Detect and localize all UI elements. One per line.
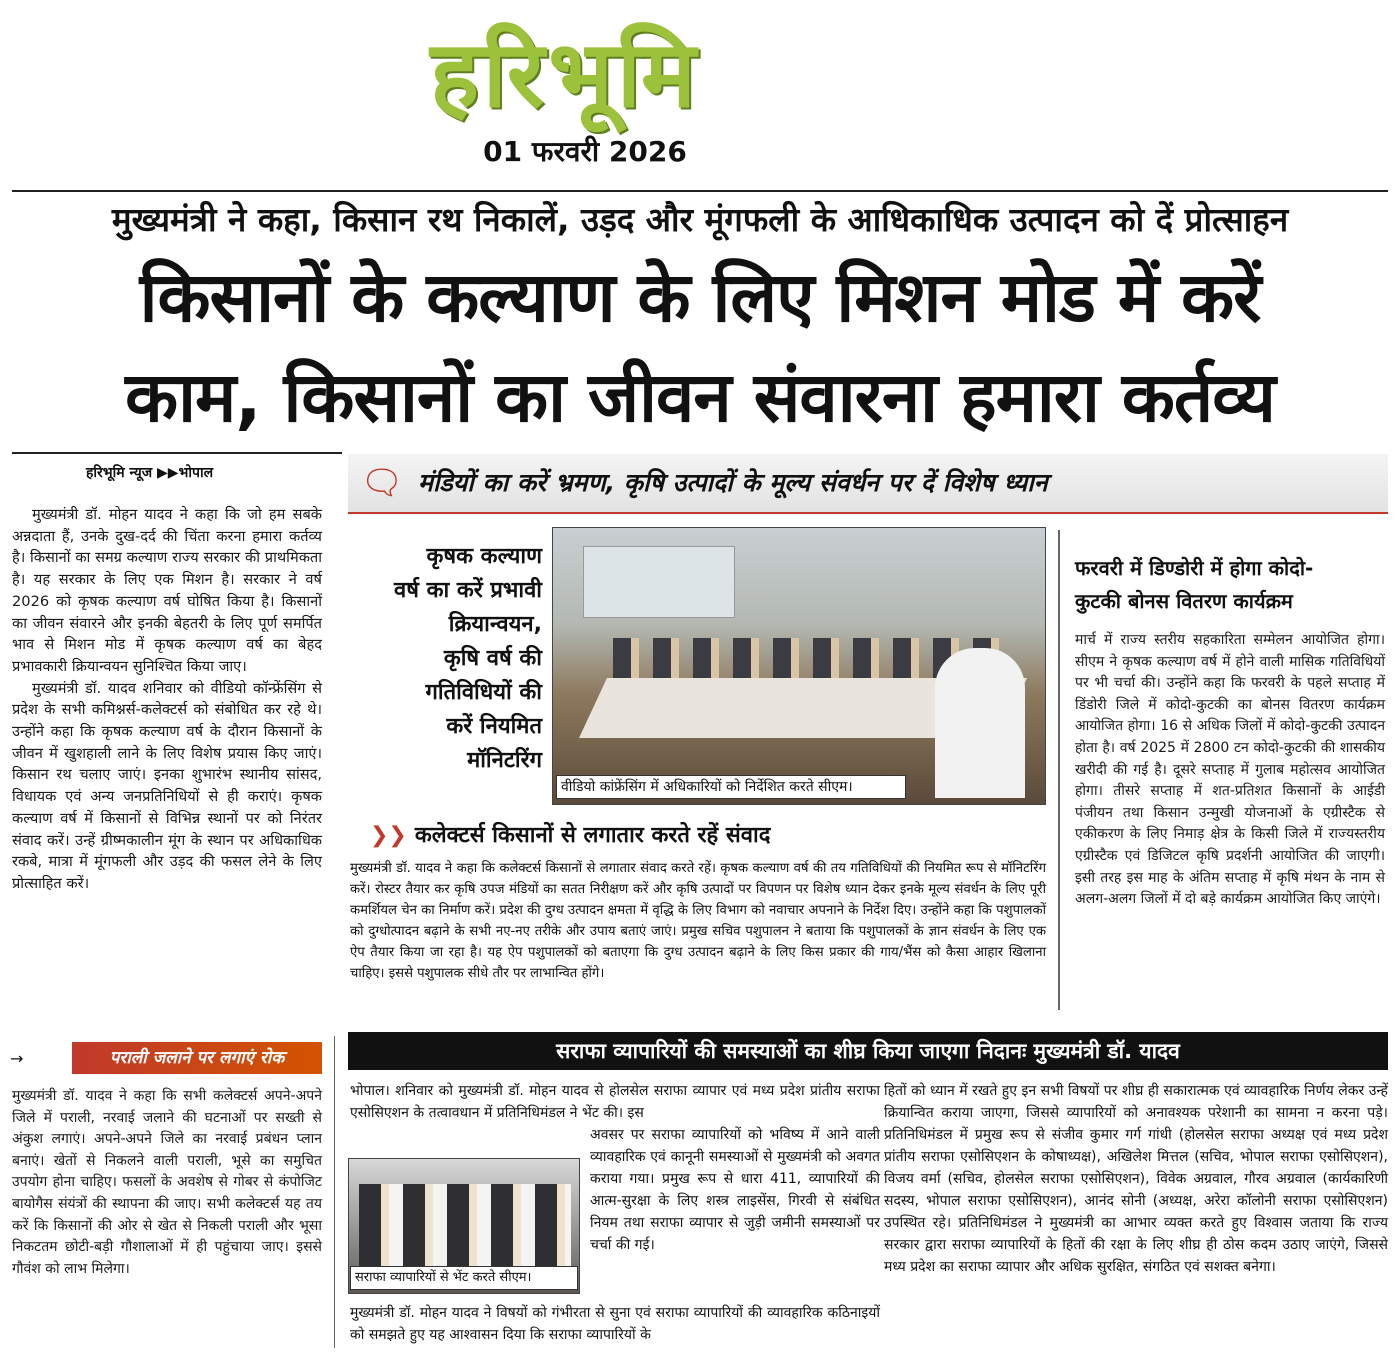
collectors-body: मुख्यमंत्री डॉ. यादव ने कहा कि कलेक्टर्स किसानों से लगातार संवाद करते रहें। कृषक कल्याण वर्ष की तय गतिविधियों की नियमित रूप से मॉनिटरिंग करें। रोस्टर तैयार कर कृषि उपज मंडियों का सतत निरीक्षण करें और कृषि उत्पादों पर विपणन पर विशेष ध्यान देकर इनके मूल्य संवर्धन के लिए पूरी कमर्शियल चेन का निर्माण करें। प्रदेश की दुग्ध उत्पादन क्षमता में वृद्धि के लिए विभाग को नवाचार अपनाने के निर्देश दिए। उन्होंने कहा कि पशुपालकों को दुग्धोत्पादन बढ़ाने के सभी नए-नए तरीके और उपाय बताएं जाएं। प्रमुख सचिव पशुपालन ने बताया कि पशुपालकों के ज्ञान संवर्धन के लिए एक ऐप तैयार किया जा रहा है। यह ऐप पशुपालकों को बताएगा कि दुग्ध उत्पादन बढ़ाने के लिए किस प्रकार की गाय/भैंस को कैसा आहार खिलाना चाहिए। इससे पशुपालक सीधे तौर पर लाभान्वित होंगे। (350, 861, 1046, 981)
right-heading-line: कुटकी बोनस वितरण कार्यक्रम (1075, 589, 1293, 613)
left-paragraph-1: मुख्यमंत्री डॉ. मोहन यादव ने कहा कि जो हम सबके अन्नदाता हैं, उनके दुख-दर्द की चिंता करना हमारा कर्तव्य है। किसानों का समग्र कल्याण राज्य सरकार की प्राथमिकता है। यह सरकार के लिए एक मिशन है। सरकार ने वर्ष 2026 को कृषक कल्याण वर्ष घोषित किया है। किसानों का जीवन संवारने और इनकी बेहतरी के लिए पूर्ण समर्पित भाव से मिशन मोड में कृषक कल्याण वर्ष का बेहद प्रभावकारी क्रियान्वयन सुनिश्चित किया जाए। (12, 506, 322, 675)
main-headline (12, 248, 1388, 448)
headline-line-1: किसानों के कल्याण के लिए मिशन मोड में करें (139, 258, 1261, 338)
arrow-icon: → (10, 1049, 24, 1068)
right-column-body: मार्च में राज्य स्तरीय सहकारिता सम्मेलन आयोजित होगा। सीएम ने कृषक कल्याण वर्ष में होने वाली मासिक गतिविधियों पर भी चर्चा की। उन्होंने कहा कि फरवरी के पहले सप्ताह में डिंडोरी जिले में कोदो-कुटकी का बोनस वितरण कार्यक्रम आयोजित होगा। 16 से अधिक जिलों में कोदो-कुटकी उत्पादन होता है। वर्ष 2025 में 2800 टन कोदो-कुटकी की शासकीय खरीदी की गई है। दूसरे सप्ताह में गुलाब महोत्सव आयोजित होगा। तीसरे सप्ताह में शत-प्रतिशत किसानों के आईडी पंजीयन तथा किसान उन्मुखी योजनाओं के एग्रीस्टैक से एकीकरण के लिए निमाड़ क्षेत्र के किसी जिले में राज्यस्तरीय एग्रीस्टैक एवं डिजिटल कृषि प्रदर्शनी आयोजित की जाएगी। इसी तरह इस माह के अंतिम सप्ताह में कृषि मंथन के नाम से अलग-अलग जिलों में दो बड़े कार्यक्रम आयोजित किए जाएंगे। (1075, 632, 1385, 908)
sarafa-outro: मुख्यमंत्री डॉ. मोहन यादव ने विषयों को गंभीरता से सुना एवं सराफा व्यापारियों की व्यावहारिक कठिनाइयों को समझते हुए यह आश्वासन दिया कि सराफा व्यापारियों के (350, 1305, 880, 1343)
pull-line: करें नियमित (446, 714, 542, 739)
photo-cm (935, 648, 1025, 798)
meeting-photo (552, 527, 1046, 805)
sarafa-photo-caption: सराफा व्यापारियों से भेंट करते सीएम। (350, 1266, 578, 1290)
masthead-logo: हरिभूमि (430, 21, 700, 128)
section-divider (334, 1036, 335, 1348)
speech-bubble-icon: 🗨 (360, 463, 404, 503)
left-paragraph-2: मुख्यमंत्री डॉ. यादव शनिवार को वीडियो कॉन्फ्रेंसिंग से प्रदेश के सभी कमिश्नर्स-कलेक्टर्स को संबोधित कर रहे थे। उन्होंने कहा कि कृषक कल्याण वर्ष के दौरान किसानों के जीवन में खुशहाली लाने के लिए विशेष प्रयास किए जाएं। किसान रथ चलाए जाएं। इनका शुभारंभ स्थानीय सांसद, विधायक एवं अन्य जनप्रतिनिधियों से ही कराएं। कृषक कल्याण वर्ष में किसानों से विभिन्न स्थानों पर को निरंतर संवाद करें। उन्हें ग्रीष्मकालीन मूंग के स्थान पर अधिकाधिक रकबे, मात्रा में मूंगफली और उड़द की फसल लेने के लिए प्रोत्साहित करें। (12, 679, 322, 892)
right-heading-line: फरवरी में डिण्डोरी में होगा कोदो- (1075, 556, 1314, 580)
photo-delegation (359, 1184, 571, 1274)
top-rule (12, 190, 1388, 192)
photo-screen (583, 546, 735, 618)
right-column-heading (1075, 552, 1375, 622)
sarafa-right: हितों को ध्यान में रखते हुए इन सभी विषयों पर शीघ्र ही सकारात्मक एवं व्यावहारिक निर्णय लेकर उन्हें क्रियान्वित कराया जाएगा, जिससे व्यापारियों को अनावश्यक परेशानी का सामना न करना पड़े। प्रतिनिधिमंडल में प्रमुख रूप से संजीव कुमार गर्ग गांधी (होलसेल सराफा अध्यक्ष एवं मध्य प्रदेश प्रांतीय सराफा एसोसिएशन के कोषाध्यक्ष), अखिलेश मित्तल (सचिव, भोपाल सराफा एसोसिएशन), विजय वर्मा (सचिव, होलसेल सराफा एसोसिएशन), विवेक अग्रवाल, गौरव अग्रवाल (कार्यकारिणी सदस्य, भोपाल सराफा एसोसिएशन), आनंद सोनी (अध्यक्ष, अरेरा कॉलोनी सराफा एसोसिएशन) उपस्थित रहे। प्रतिनिधिमंडल ने मुख्यमंत्री का आभार व्यक्त करते हुए विश्वास जताया कि राज्य सरकार द्वारा सराफा व्यापारियों के हितों की रक्षा के लिए शीघ्र ही ठोस कदम उठाए जाएंगे, जिससे मध्य प्रदेश का सराफा व्यापार और अधिक सुरक्षित, संगठित एवं सशक्त बनेगा। (884, 1083, 1388, 1275)
kicker-headline: मुख्यमंत्री ने कहा, किसान रथ निकालें, उड़द और मूंगफली के आधिकाधिक उत्पादन को दें प्रोत्साहन (111, 200, 1289, 239)
pull-line: वर्ष का करें प्रभावी (393, 578, 542, 603)
sarafa-heading: सराफा व्यापारियों की समस्याओं का शीघ्र किया जाएगा निदानः मुख्यमंत्री डॉ. यादव (348, 1032, 1388, 1070)
headline-line-2: काम, किसानों का जीवन संवारना हमारा कर्तव्य (125, 358, 1275, 438)
column-divider (1058, 530, 1060, 1010)
pull-line: मॉनिटरिंग (467, 748, 542, 773)
issue-date: 01 फरवरी 2026 (483, 135, 687, 168)
pull-line: कृषक कल्याण (426, 544, 542, 569)
sarafa-middle: अवसर पर सराफा व्यापारियों को भविष्य में आने वाली व्यावहारिक एवं कानूनी समस्याओं से मुख्यमंत्री को अवगत कराया गया। प्रमुख रूप से धारा 411, व्यापारियों की आत्म-सुरक्षा के लिए शस्त्र लाइसेंस, गिरवी से संबंधित नियम तथा सराफा व्यापार से जुड़ी जमीनी समस्याओं पर चर्चा की गई। (590, 1127, 880, 1253)
byline-rule (12, 452, 342, 454)
collectors-heading (370, 818, 1050, 854)
parali-body: मुख्यमंत्री डॉ. यादव ने कहा कि सभी कलेक्टर्स अपने-अपने जिले में पराली, नरवाई जलाने की घटनाओं पर सख्ती से अंकुश लगाएं। अपने-अपने जिले का नरवाई प्रबंधन प्लान बनाएं। खेतों से निकलने वाली पराली, भूसे का समुचित उपयोग होना चाहिए। फसलों के अवशेष से गोबर से कंपोजिट बायोगैस संयंत्रों की स्थापना की जाए। सभी कलेक्टर्स यह तय करें कि किसानों की ओर से खेत से निकली पराली और भूसा निकटतम छोटी-बड़ी गौशालाओं में ही पहुंचाया जाए। इससे गौवंश को लाभ मिलेगा। (12, 1088, 322, 1277)
pull-quote (350, 540, 542, 805)
byline: हरिभूमि न्यूज ▶▶भोपाल (86, 465, 214, 481)
parali-heading: पराली जलाने पर लगाएं रोक (72, 1042, 322, 1074)
sarafa-intro: भोपाल। शनिवार को मुख्यमंत्री डॉ. मोहन यादव से होलसेल सराफा व्यापार एवं मध्य प्रदेश प्रांतीय सराफा एसोसिएशन के तत्वावधान में प्रतिनिधिमंडल ने भेंट की। इस (350, 1083, 880, 1121)
double-chevron-icon: ❯❯ (370, 823, 407, 848)
collectors-heading-text: कलेक्टर्स किसानों से लगातार करते रहें संवाद (414, 823, 771, 848)
subhead-text: मंडियों का करें भ्रमण, कृषि उत्पादों के मूल्य संवर्धन पर दें विशेष ध्यान (418, 468, 1048, 497)
pull-line: कृषि वर्ष की (443, 646, 542, 671)
pull-line: क्रियान्वयन, (448, 612, 542, 637)
pull-line: गतिविधियों की (425, 680, 542, 705)
photo-caption: वीडियो कांफ्रेंसिंग में अधिकारियों को निर्देशित करते सीएम। (556, 775, 906, 799)
left-column-body (12, 504, 322, 1004)
